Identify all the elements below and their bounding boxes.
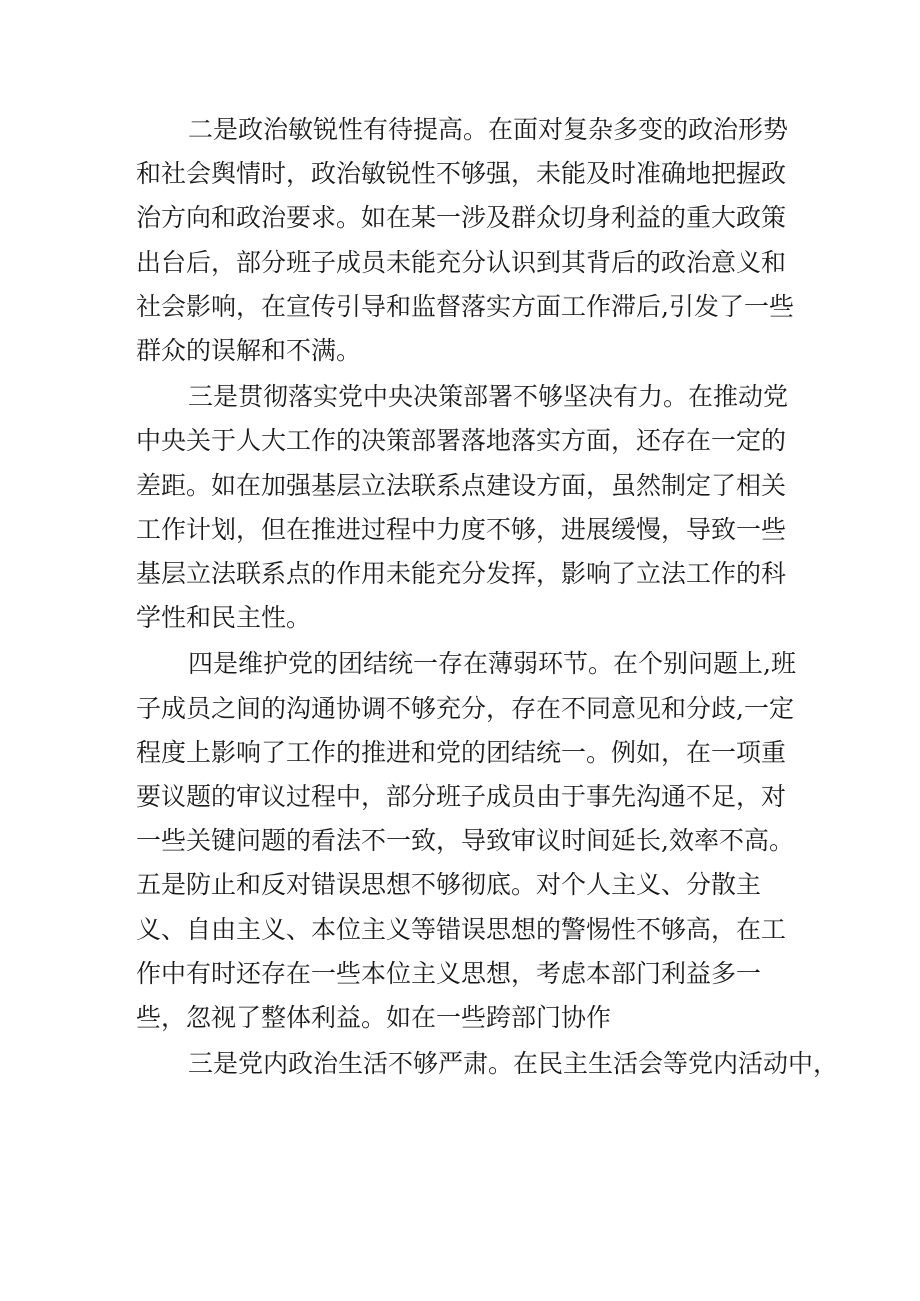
paragraph-policy-implementation <box>136 375 796 640</box>
text-line: 二是政治敏锐性有待提高。在面对复杂多变的政治形势 <box>188 115 789 144</box>
text-line: 子成员之间的沟通协调不够充分，存在不同意见和分歧,一定 <box>136 693 794 723</box>
text-line: 差距。如在加强基层立法联系点建设方面，虽然制定了相关 <box>136 470 787 500</box>
text-line: 程度上影响了工作的推进和党的团结统一。例如，在一项重 <box>136 737 787 767</box>
text-line: 四是维护党的团结统一存在薄弱环节。在个别问题上,班 <box>188 649 796 679</box>
document-body <box>136 108 839 1088</box>
text-line: 出台后，部分班子成员未能充分认识到其背后的政治意义和 <box>136 247 787 277</box>
text-line: 作中有时还存在一些本位主义思想，考虑本部门利益多一 <box>136 958 762 988</box>
paragraph-party-unity <box>136 642 796 1040</box>
text-line: 基层立法联系点的作用未能充分发挥，影响了立法工作的科 <box>136 559 787 589</box>
text-line: 中央关于人大工作的决策部署落地落实方面，还存在一定的 <box>136 426 787 456</box>
text-line: 社会影响，在宣传引导和监督落实方面工作滞后,引发了一些 <box>136 291 794 321</box>
text-line: 三是党内政治生活不够严肃。在民主生活会等党内活动中， <box>188 1049 839 1079</box>
paragraph-political-sensitivity <box>136 108 796 373</box>
text-line: 一些关键问题的看法不一致，导致审议时间延长,效率不高。 <box>136 826 794 856</box>
text-line: 要议题的审议过程中，部分班子成员由于事先沟通不足，对 <box>136 782 787 812</box>
text-line: 和社会舆情时，政治敏锐性不够强，未能及时准确地把握政 <box>136 159 787 189</box>
text-line: 些，忽视了整体利益。如在一些跨部门协作 <box>136 1003 612 1033</box>
text-line: 三是贯彻落实党中央决策部署不够坚决有力。在推动党 <box>188 382 789 412</box>
paragraph-party-political-life <box>136 1042 839 1086</box>
text-line: 五是防止和反对错误思想不够彻底。对个人主义、分散主 <box>136 870 762 900</box>
text-line: 治方向和政治要求。如在某一涉及群众切身利益的重大政策 <box>136 203 787 233</box>
text-line: 群众的误解和不满。 <box>136 336 362 366</box>
text-line: 工作计划，但在推进过程中力度不够，进展缓慢，导致一些 <box>136 514 787 544</box>
text-line: 义、自由主义、本位主义等错误思想的警惕性不够高，在工 <box>136 914 787 944</box>
text-line: 学性和民主性。 <box>136 603 312 633</box>
